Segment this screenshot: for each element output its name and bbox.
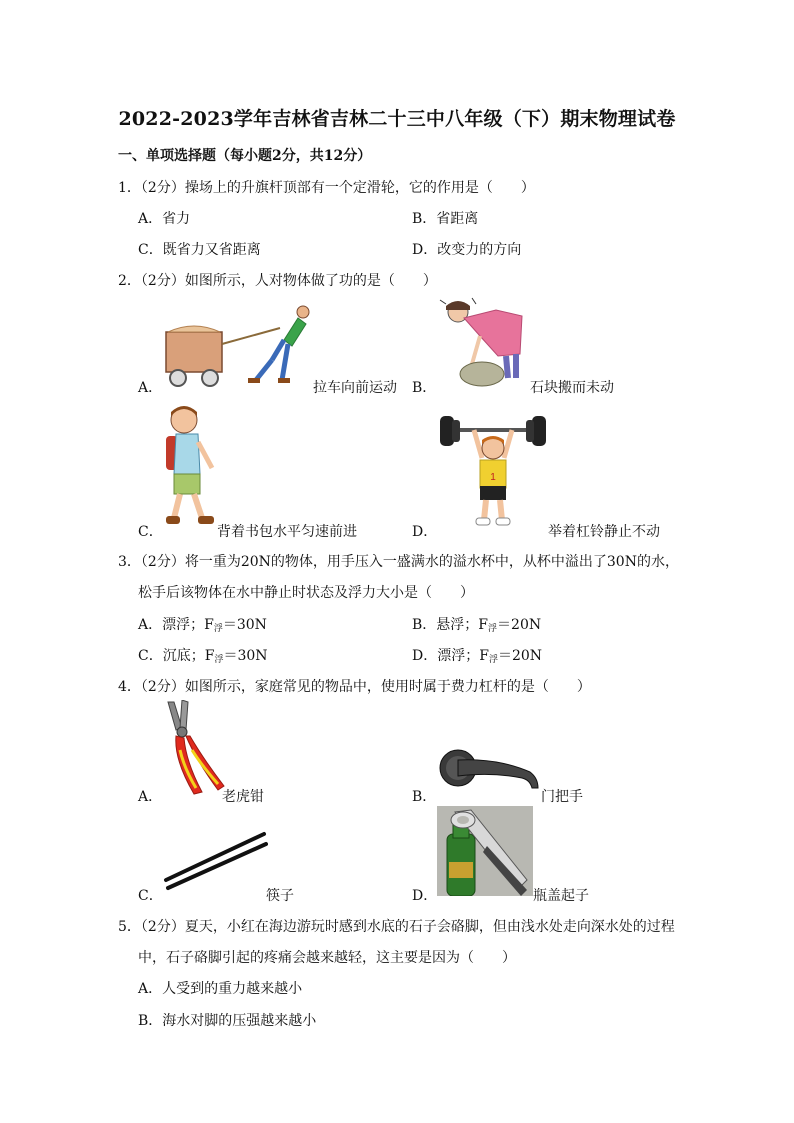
q5-option-a: A．人受到的重力越来越小 [138, 981, 303, 997]
q4-option-a-caption: 老虎钳 [222, 789, 264, 805]
q1-option-c: C．既省力又省距离 [138, 242, 261, 258]
section-heading: 一、单项选择题（每小题2分，共12分） [118, 148, 372, 164]
q2-option-b-caption: 石块搬而未动 [530, 380, 614, 396]
q2-option-d-caption: 举着杠铃静止不动 [548, 524, 660, 540]
q3-option-a: A．漂浮；$F_浮=30N$ [138, 617, 267, 634]
q1-stem: 1．（2分）操场上的升旗杆顶部有一个定滑轮，它的作用是（ ） [118, 180, 535, 196]
q2-option-d-letter: D． [412, 524, 438, 540]
rock-lifting-illustration [436, 296, 532, 388]
q3-stem-line2: 松手后该物体在水中静止时状态及浮力大小是（ ） [138, 585, 474, 601]
barbell-lifter-illustration [438, 408, 548, 530]
q3-option-c: C．沉底；$F_浮=30N$ [138, 648, 268, 665]
q1-option-b: B．省距离 [412, 211, 479, 227]
door-handle-icon [438, 748, 544, 798]
q2-option-b-letter: B． [412, 380, 437, 396]
q2-option-a-letter: A． [138, 380, 163, 396]
q4-option-c-caption: 筷子 [266, 888, 294, 904]
walking-student-illustration [160, 402, 220, 532]
q4-option-c-letter: C． [138, 888, 163, 904]
q4-stem: 4．（2分）如图所示，家庭常见的物品中，使用时属于费力杠杆的是（ ） [118, 679, 591, 695]
q3-option-b: B．悬浮；$F_浮=20N$ [412, 617, 542, 634]
shirt-number: 1 [490, 472, 496, 483]
q4-option-b-caption: 门把手 [541, 789, 583, 805]
q3-option-d: D．漂浮；$F_浮=20N$ [412, 648, 543, 665]
q2-option-a-caption: 拉车向前运动 [313, 380, 397, 396]
page-title: 2022-2023学年吉林省吉林二十三中八年级（下）期末物理试卷 [118, 108, 676, 130]
q1-option-a: A．省力 [138, 211, 191, 227]
chopsticks-icon [162, 830, 268, 892]
q5-option-b: B．海水对脚的压强越来越小 [138, 1013, 317, 1029]
q1-option-d: D．改变力的方向 [412, 242, 522, 258]
pliers-icon [160, 700, 226, 800]
q2-option-c-letter: C． [138, 524, 163, 540]
q3-stem-line1: 3．（2分）将一重为20N的物体，用手压入一盛满水的溢水杯中，从杯中溢出了30N的水， [118, 554, 679, 570]
cart-pulling-illustration [160, 298, 316, 390]
q4-option-b-letter: B． [412, 789, 437, 805]
q5-stem-line2: 中，石子硌脚引起的疼痛会越来越轻，这主要是因为（ ） [138, 950, 516, 966]
q4-option-a-letter: A． [138, 789, 163, 805]
q4-option-d-letter: D． [412, 888, 438, 904]
q4-option-d-caption: 瓶盖起子 [533, 888, 589, 904]
bottle-opener-illustration [437, 806, 533, 896]
q2-stem: 2．（2分）如图所示，人对物体做了功的是（ ） [118, 273, 437, 289]
q5-stem-line1: 5．（2分）夏天，小红在海边游玩时感到水底的石子会硌脚，但由浅水处走向深水处的过程 [118, 919, 675, 935]
q2-option-c-caption: 背着书包水平匀速前进 [217, 524, 357, 540]
